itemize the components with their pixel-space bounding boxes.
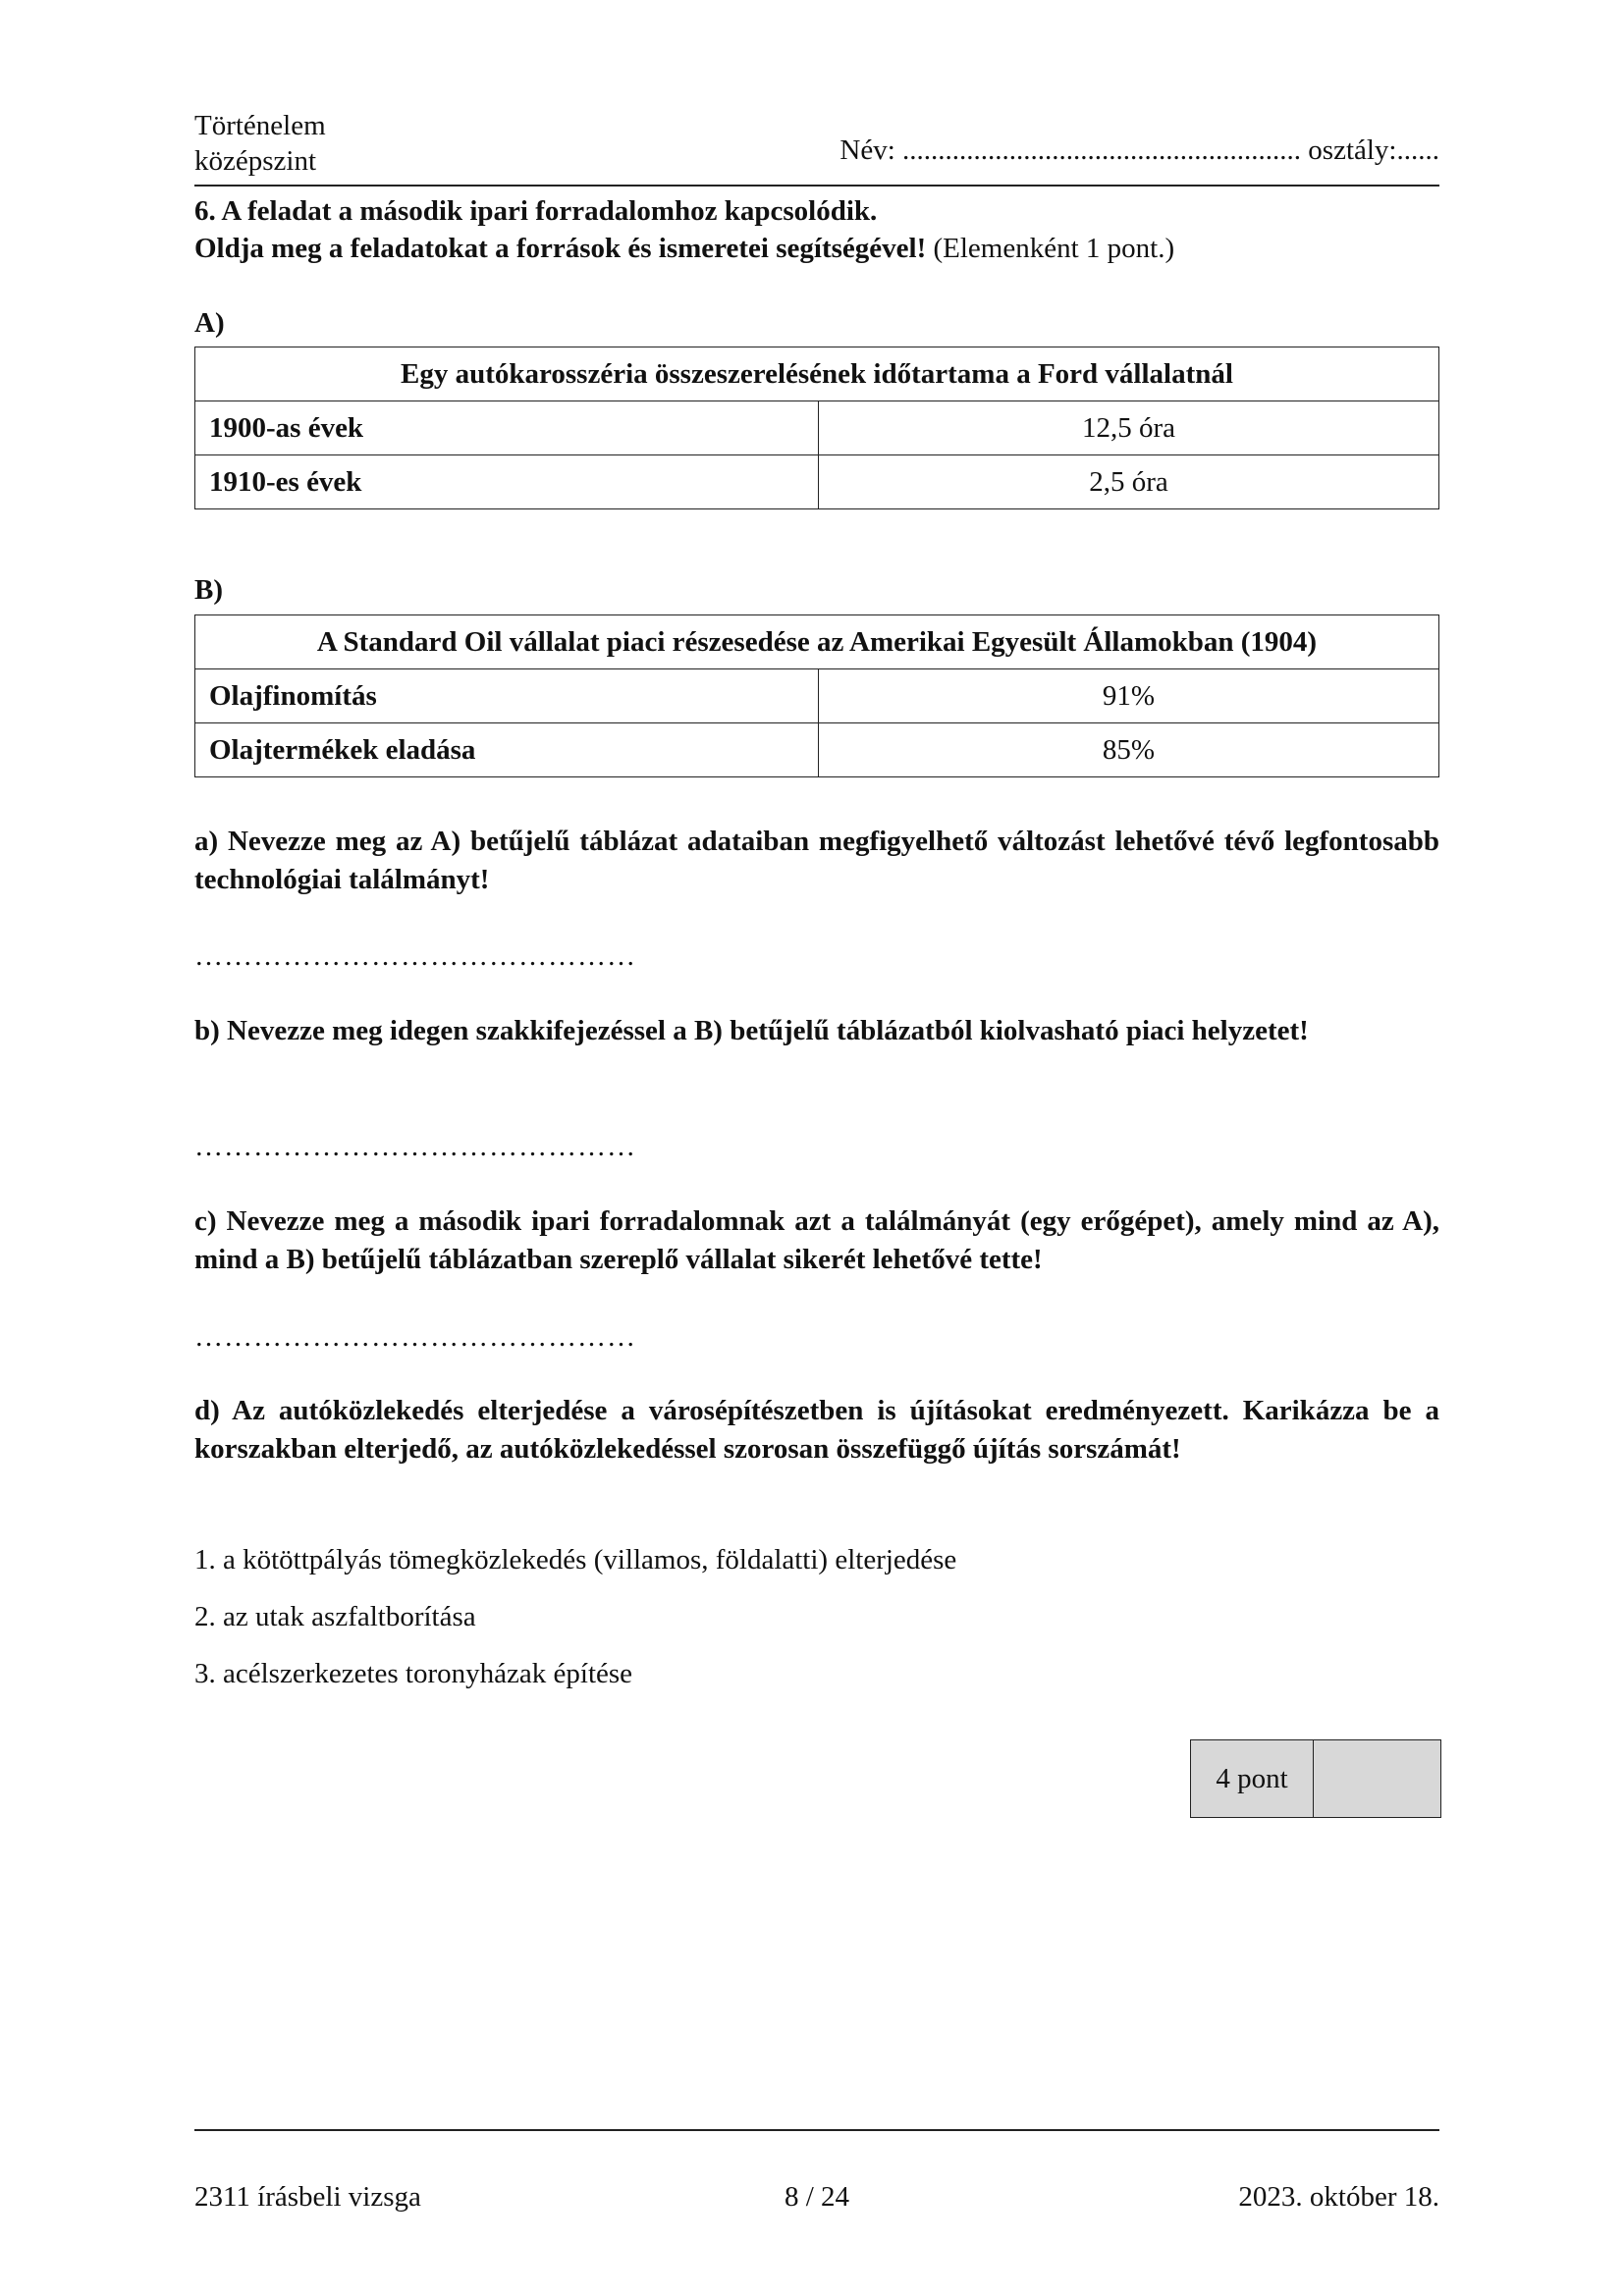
score-max: 4 pont xyxy=(1191,1740,1314,1817)
footer-page-number: 8 / 24 xyxy=(784,2181,850,2213)
answer-line-b[interactable]: ……………………………………… xyxy=(194,1131,636,1162)
name-class-field[interactable]: Név: ........................................................ osztály:...... xyxy=(839,134,1439,166)
score-entry[interactable] xyxy=(1314,1740,1440,1817)
page-header xyxy=(194,108,1439,187)
table-row xyxy=(195,669,1439,723)
table-b xyxy=(194,614,1439,777)
footer-divider xyxy=(194,2129,1439,2131)
table-a-label: A) xyxy=(194,307,225,339)
question-b: b) Nevezze meg idegen szakkifejezéssel a B) betűjelű táblázatból kiolvasható piaci helyzetet! xyxy=(194,1015,1309,1046)
question-d: d) Az autóközlekedés elterjedése a városépítészetben is újításokat eredményezett. Karikázza be a korszakban elterjedő, az autóközlekedéssel szorosan összefüggő újítás sorszámát! xyxy=(194,1395,1439,1465)
footer-exam-code: 2311 írásbeli vizsga xyxy=(194,2181,421,2213)
table-b-caption: A Standard Oil vállalat piaci részesedése az Amerikai Egyesült Államokban (1904) xyxy=(195,615,1439,669)
answer-line-a[interactable]: ……………………………………… xyxy=(194,940,636,972)
table-a xyxy=(194,347,1439,509)
task-heading: 6. A feladat a második ipari forradalomhoz kapcsolódik. xyxy=(194,195,878,227)
table-row xyxy=(195,455,1439,509)
table-b-row-label: Olajtermékek eladása xyxy=(195,723,819,777)
option-2[interactable]: 2. az utak aszfaltborítása xyxy=(194,1601,476,1632)
table-a-row-value: 2,5 óra xyxy=(819,455,1439,509)
table-b-label: B) xyxy=(194,574,223,606)
score-box xyxy=(1190,1739,1441,1818)
table-a-caption: Egy autókarosszéria összeszerelésének időtartama a Ford vállalatnál xyxy=(195,347,1439,401)
task-instruction: Oldja meg a feladatokat a források és ismeretei segítségével! xyxy=(194,233,927,264)
exam-page xyxy=(194,0,1439,2296)
table-a-row-value: 12,5 óra xyxy=(819,401,1439,455)
option-1[interactable]: 1. a kötöttpályás tömegközlekedés (villamos, földalatti) elterjedése xyxy=(194,1544,957,1575)
subject-block xyxy=(194,108,326,179)
task-title xyxy=(194,192,1439,267)
table-a-row-label: 1910-es évek xyxy=(195,455,819,509)
table-b-row-value: 91% xyxy=(819,669,1439,723)
table-b-row-value: 85% xyxy=(819,723,1439,777)
table-row xyxy=(195,723,1439,777)
table-row xyxy=(195,401,1439,455)
table-b-row-label: Olajfinomítás xyxy=(195,669,819,723)
question-a: a) Nevezze meg az A) betűjelű táblázat adataiban megfigyelhető változást lehetővé tévő legfontosabb technológiai találmányt! xyxy=(194,826,1439,895)
task-points-note: (Elemenként 1 pont.) xyxy=(926,233,1175,264)
footer-date: 2023. október 18. xyxy=(1238,2181,1439,2213)
answer-line-c[interactable]: ……………………………………… xyxy=(194,1321,636,1353)
option-3[interactable]: 3. acélszerkezetes toronyházak építése xyxy=(194,1658,633,1689)
subject-level: középszint xyxy=(194,145,317,177)
table-a-row-label: 1900-as évek xyxy=(195,401,819,455)
subject-name: Történelem xyxy=(194,110,326,141)
question-c: c) Nevezze meg a második ipari forradalomnak azt a találmányát (egy erőgépet), amely mind az A), mind a B) betűjelű táblázatban szereplő vállalat sikerét lehetővé tette! xyxy=(194,1205,1439,1275)
